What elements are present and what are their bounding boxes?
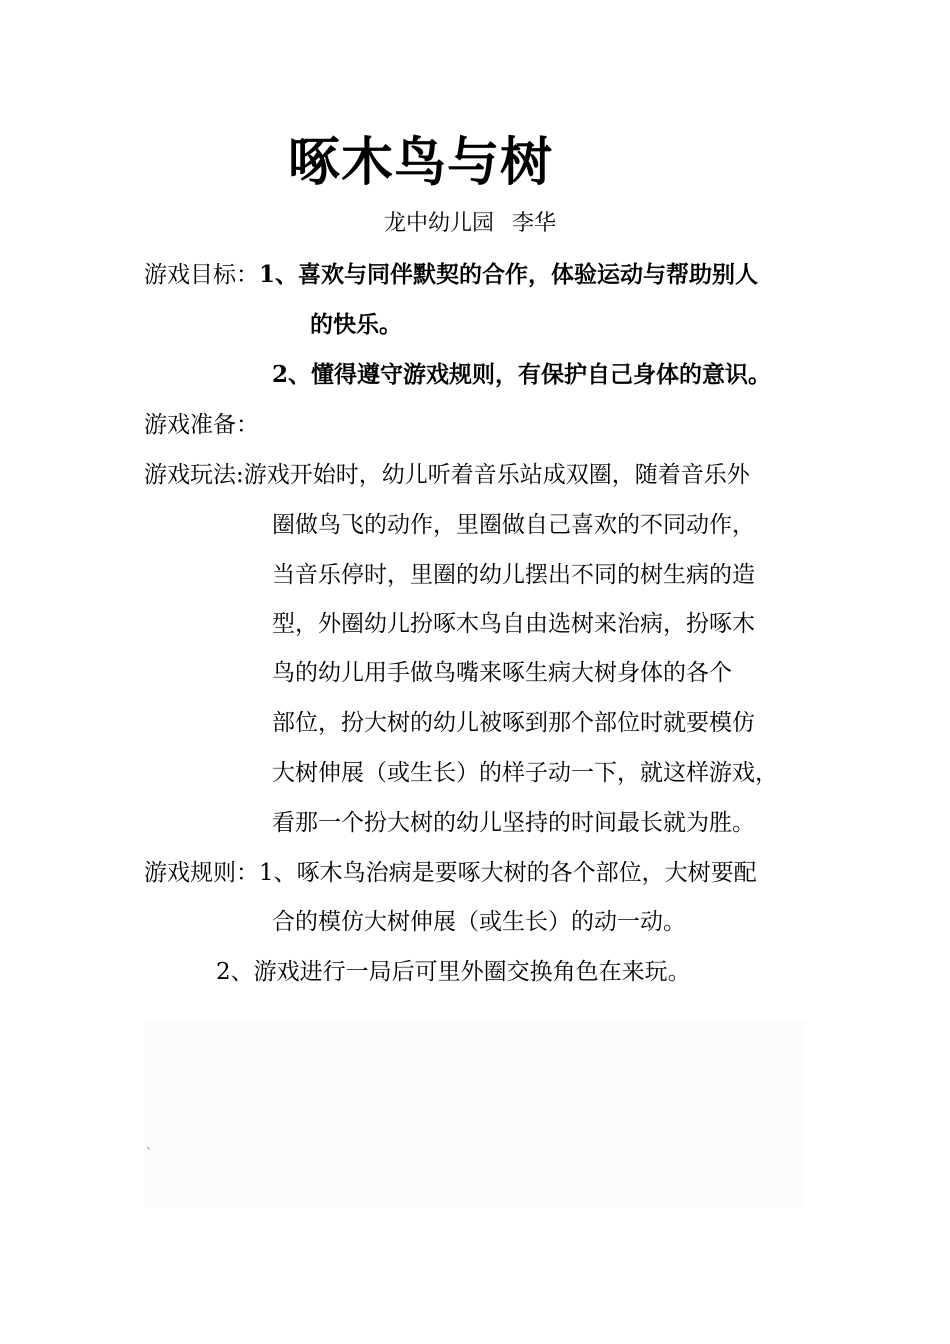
rules-item-1-continued: 合的模仿大树伸展（或生长）的动一动。 [272,909,686,935]
play-text-line: 游戏开始时，幼儿听着音乐站成双圈，随着音乐外 [243,462,750,488]
author-line [384,208,556,240]
play-text-line: 鸟的幼儿用手做鸟嘴来啄生病大树身体的各个 [272,660,732,686]
goals-item-1-continued: 的快乐。 [310,311,402,338]
goals-item-2: 2、懂得遵守游戏规则，有保护自己身体的意识。 [272,361,772,388]
goals-line-1 [144,258,758,292]
play-text-line: 大树伸展（或生长）的样子动一下，就这样游戏， [272,760,778,786]
play-text-line: 圈做鸟飞的动作，里圈做自己喜欢的不同动作， [272,512,755,538]
play-text-line: 当音乐停时，里圈的幼儿摆出不同的树生病的造 [272,562,755,588]
preparation-label: 游戏准备： [144,412,259,438]
play-text-line: 型，外圈幼儿扮啄木鸟自由选树来治病，扮啄木 [272,611,755,637]
author-name: 李华 [512,211,557,236]
play-line-1 [144,458,750,492]
goals-label: 游戏目标： [144,262,259,288]
author-school: 龙中幼儿园 [384,211,495,236]
play-label: 游戏玩法: [144,462,244,488]
rules-line-1 [144,856,757,890]
rules-label: 游戏规则： [144,860,259,886]
footer-mark: ` [146,1146,152,1160]
footer-area [144,1020,806,1208]
goals-item-1: 1、喜欢与同伴默契的合作，体验运动与帮助别人 [259,261,759,288]
document-title: 啄木鸟与树 [288,133,554,193]
play-text-line: 部位，扮大树的幼儿被啄到那个部位时就要模仿 [272,710,755,736]
rules-item-1: 1、啄木鸟治病是要啄大树的各个部位，大树要配 [259,860,757,886]
play-text-line: 看那一个扮大树的幼儿坚持的时间最长就为胜。 [272,810,755,836]
rules-item-2: 2、游戏进行一局后可里外圈交换角色在来玩。 [216,959,691,985]
